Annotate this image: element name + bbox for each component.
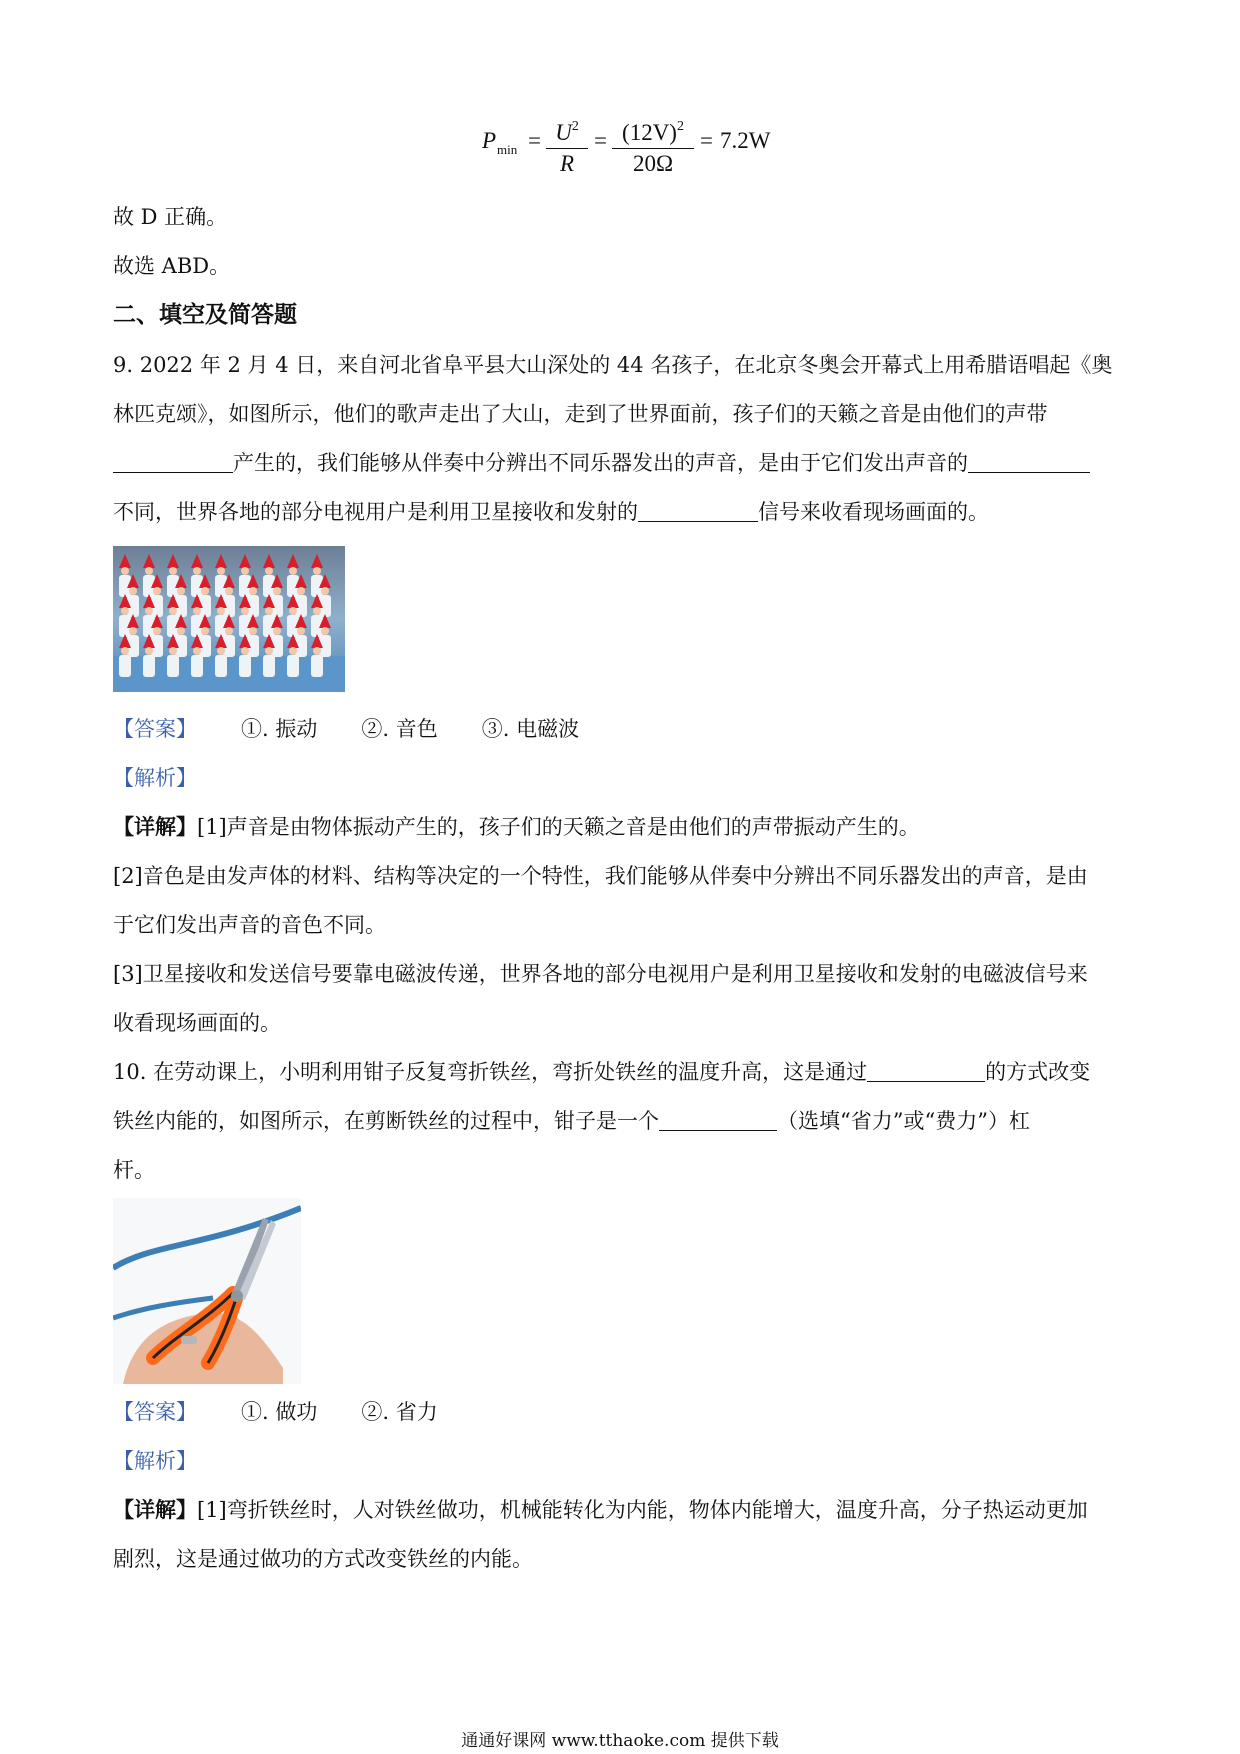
q9-line4 xyxy=(113,497,1133,527)
q10-line1 xyxy=(113,1057,1133,1087)
choir-photo xyxy=(113,546,345,692)
q10-line3: 杆。 xyxy=(113,1158,155,1182)
q10-line1-pre: 10. 在劳动课上，小明利用钳子反复弯折铁丝，弯折处铁丝的温度升高，这是通过 xyxy=(113,1060,868,1084)
q10-line1-post: 的方式改变 xyxy=(985,1060,1091,1084)
q9-blank2[interactable] xyxy=(968,450,1090,473)
q9-detail3b: 收看现场画面的。 xyxy=(113,1011,281,1035)
formula-u-sup: 2 xyxy=(571,119,579,134)
formula-frac2 xyxy=(612,112,694,179)
prev-choice: 故选 ABD。 xyxy=(113,254,231,278)
q9-line1: 9. 2022 年 2 月 4 日，来自河北省阜平县大山深处的 44 名孩子，在北京冬奥会开幕式上用希腊语唱起《奥 xyxy=(113,353,1113,377)
q9-line4-post: 信号来收看现场画面的。 xyxy=(758,500,989,524)
q10-blank2[interactable] xyxy=(659,1108,777,1131)
q10-detail-label: 【详解】 xyxy=(113,1497,197,1522)
q9-line3 xyxy=(113,448,1133,478)
q9-detail1-row xyxy=(113,812,1133,842)
formula-p-sub: min xyxy=(497,142,518,157)
q9-line4-pre: 不同，世界各地的部分电视用户是利用卫星接收和发射的 xyxy=(113,500,638,524)
formula-num2: (12V) xyxy=(622,120,677,145)
q10-detail1b: 剧烈，这是通过做功的方式改变铁丝的内能。 xyxy=(113,1547,533,1571)
formula-u: U xyxy=(555,120,572,145)
power-formula xyxy=(482,112,802,182)
q9-answer-label: 【答案】 xyxy=(113,717,197,741)
q9-detail3a: [3]卫星接收和发送信号要靠电磁波传递，世界各地的部分电视用户是利用卫星接收和发射的电磁波信号来 xyxy=(113,962,1088,986)
formula-den2: 20Ω xyxy=(632,151,674,176)
prev-conclusion: 故 D 正确。 xyxy=(113,205,228,229)
q9-blank3[interactable] xyxy=(638,499,758,522)
formula-p: P xyxy=(482,128,497,153)
q10-detail1a: [1]弯折铁丝时，人对铁丝做功，机械能转化为内能，物体内能增大，温度升高，分子热运动更加 xyxy=(197,1498,1088,1522)
q9-blank1[interactable] xyxy=(113,450,233,473)
formula-result: 7.2W xyxy=(720,128,771,153)
formula-eq2: = xyxy=(594,128,607,153)
formula-eq1: = xyxy=(528,128,541,153)
q10-line2-post: （选填“省力”或“费力”）杠 xyxy=(777,1109,1030,1133)
q9-line2: 林匹克颂》，如图所示，他们的歌声走出了大山，走到了世界面前，孩子们的天籁之音是由他们的声带 xyxy=(113,402,1048,426)
q9-answer-1: ①. 振动 xyxy=(241,717,318,741)
q10-detail1-row xyxy=(113,1495,1133,1525)
q10-answer-label: 【答案】 xyxy=(113,1400,197,1424)
q10-answer-2: ②. 省力 xyxy=(361,1400,438,1424)
q10-line2-pre: 铁丝内能的，如图所示，在剪断铁丝的过程中，钳子是一个 xyxy=(113,1109,659,1133)
q9-line3-text: 产生的，我们能够从伴奏中分辨出不同乐器发出的声音，是由于它们发出声音的 xyxy=(233,451,968,475)
q9-detail1: [1]声音是由物体振动产生的，孩子们的天籁之音是由他们的声带振动产生的。 xyxy=(197,815,920,839)
q10-analysis-label: 【解析】 xyxy=(113,1449,197,1473)
section-heading: 二、填空及简答题 xyxy=(113,301,297,328)
q10-line2 xyxy=(113,1106,1133,1136)
q9-answer-2: ②. 音色 xyxy=(361,717,438,741)
q10-blank1[interactable] xyxy=(867,1059,985,1082)
formula-eq3: = xyxy=(700,128,713,153)
q10-answer-row xyxy=(113,1397,1133,1427)
formula-frac1 xyxy=(546,112,588,179)
q9-answer-3: ③. 电磁波 xyxy=(481,717,580,741)
q9-detail-label: 【详解】 xyxy=(113,814,197,839)
q9-detail2a: [2]音色是由发声体的材料、结构等决定的一个特性，我们能够从伴奏中分辨出不同乐器发出的声音，是由 xyxy=(113,864,1088,888)
q10-answer-1: ①. 做功 xyxy=(241,1400,318,1424)
page-footer: 通通好课网 www.tthaoke.com 提供下载 xyxy=(461,1731,779,1751)
q9-analysis-label: 【解析】 xyxy=(113,766,197,790)
q9-detail2b: 于它们发出声音的音色不同。 xyxy=(113,913,386,937)
q9-answer-row xyxy=(113,714,1133,744)
formula-num2-sup: 2 xyxy=(676,119,684,134)
formula-r: R xyxy=(559,151,575,176)
pliers-photo xyxy=(113,1198,301,1384)
